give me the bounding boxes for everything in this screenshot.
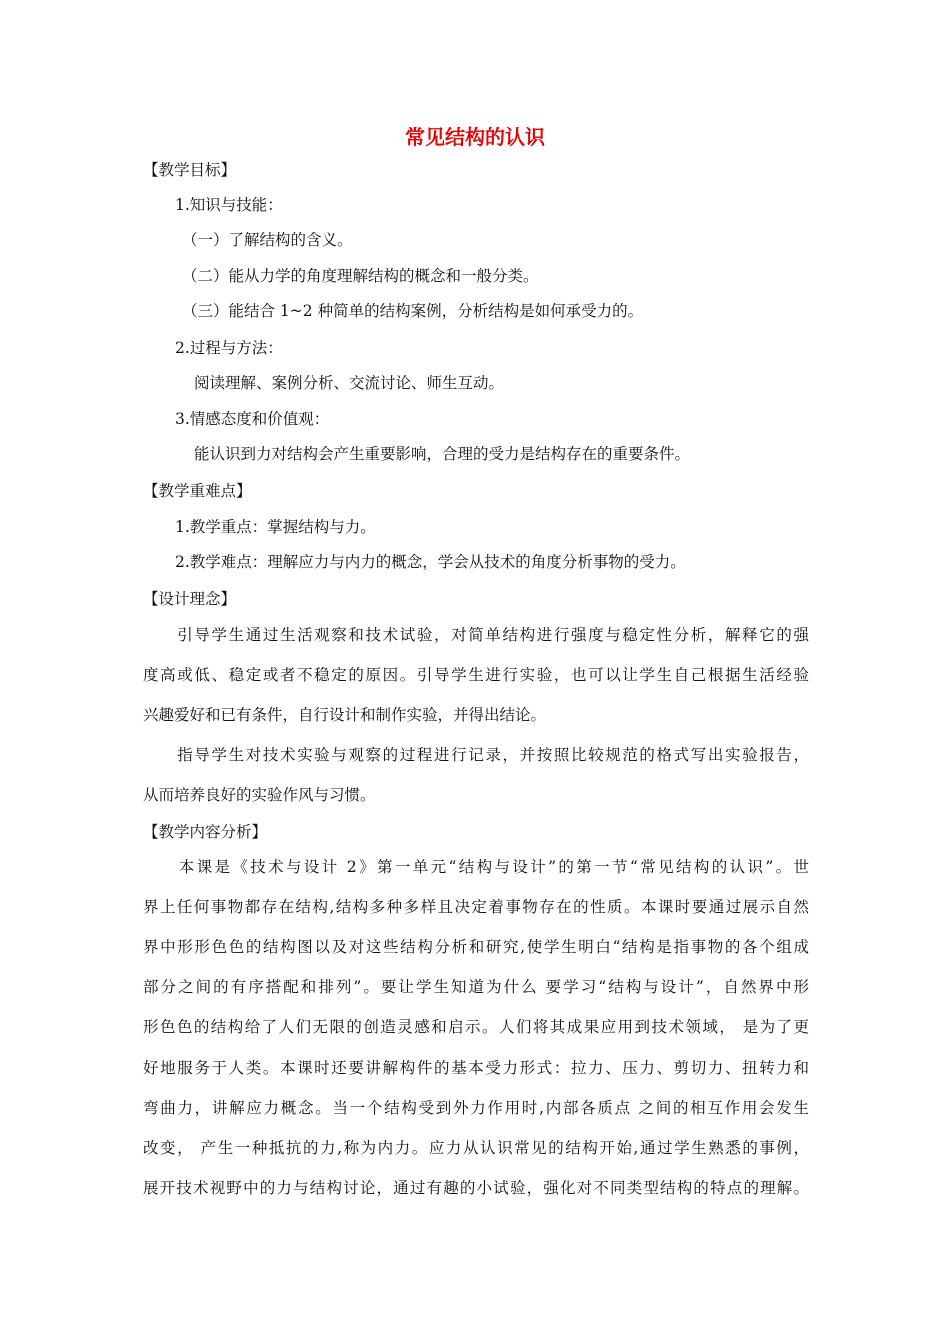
analysis-line-2: 界上任何事物都存在结构,结构多种多样且决定着事物存在的性质。本课时要通过展示自然 [143, 898, 809, 916]
goal-item-3-detail: 能认识到力对结构会产生重要影响，合理的受力是结构存在的重要条件。 [194, 445, 691, 463]
analysis-line-7: 弯曲力，讲解应力概念。当一个结构受到外力作用时,内部各质点 之间的相互作用会发生 [143, 1099, 809, 1117]
section-heading-keypoints: 【教学重难点】 [143, 482, 252, 500]
goal-item-3: 3.情感态度和价值观： [175, 410, 330, 428]
section-heading-design: 【设计理念】 [143, 590, 237, 608]
goal-item-2: 2.过程与方法： [175, 339, 283, 357]
design-line-2: 度高或低、稳定或者不稳定的原因。引导学生进行实验，也可以让学生自己根据生活经验 [143, 666, 809, 684]
analysis-line-4: 部分之间的有序搭配和排列”。要让学生知道为什么 要学习“结构与设计”，自然界中形 [143, 978, 809, 996]
design-line-5: 从而培养良好的实验作风与习惯。 [143, 786, 376, 804]
goal-item-1: 1.知识与技能： [175, 196, 283, 214]
analysis-line-1: 本课是《技术与设计 2》第一单元“结构与设计”的第一节“常见结构的认识”。世 [143, 858, 809, 876]
design-line-3: 兴趣爱好和已有条件，自行设计和制作实验，并得出结论。 [143, 706, 547, 724]
keypoint-item-1: 1.教学重点：掌握结构与力。 [175, 518, 376, 536]
design-line-4: 指导学生对技术实验与观察的过程进行记录，并按照比较规范的格式写出实验报告， [143, 746, 809, 764]
analysis-line-5: 形色色的结构给了人们无限的创造灵感和启示。人们将其成果应用到技术领域， 是为了更 [143, 1018, 809, 1036]
goal-subitem-2: （二）能从力学的角度理解结构的概念和一般分类。 [182, 267, 539, 285]
analysis-line-3: 界中形形色色的结构图以及对这些结构分析和研究,使学生明白“结构是指事物的各个组成 [143, 938, 809, 956]
analysis-line-8: 改变， 产生一种抵抗的力,称为内力。应力从认识常见的结构开始,通过学生熟悉的事例， [143, 1139, 809, 1157]
analysis-line-9: 展开技术视野中的力与结构讨论，通过有趣的小试验，强化对不同类型结构的特点的理解。 [143, 1179, 809, 1197]
goal-subitem-1: （一）了解结构的含义。 [182, 231, 353, 249]
goal-subitem-3: （三）能结合 1~2 种简单的结构案例，分析结构是如何承受力的。 [182, 302, 644, 320]
keypoint-item-2: 2.教学难点：理解应力与内力的概念，学会从技术的角度分析事物的受力。 [175, 553, 686, 571]
design-line-1: 引导学生通过生活观察和技术试验，对简单结构进行强度与稳定性分析，解释它的强 [143, 626, 809, 644]
section-heading-analysis: 【教学内容分析】 [143, 823, 268, 841]
section-heading-goals: 【教学目标】 [143, 161, 237, 179]
document-title: 常见结构的认识 [405, 125, 545, 149]
goal-item-2-detail: 阅读理解、案例分析、交流讨论、师生互动。 [194, 374, 505, 392]
analysis-line-6: 好地服务于人类。本课时还要讲解构件的基本受力形式：拉力、压力、剪切力、扭转力和 [143, 1059, 809, 1077]
